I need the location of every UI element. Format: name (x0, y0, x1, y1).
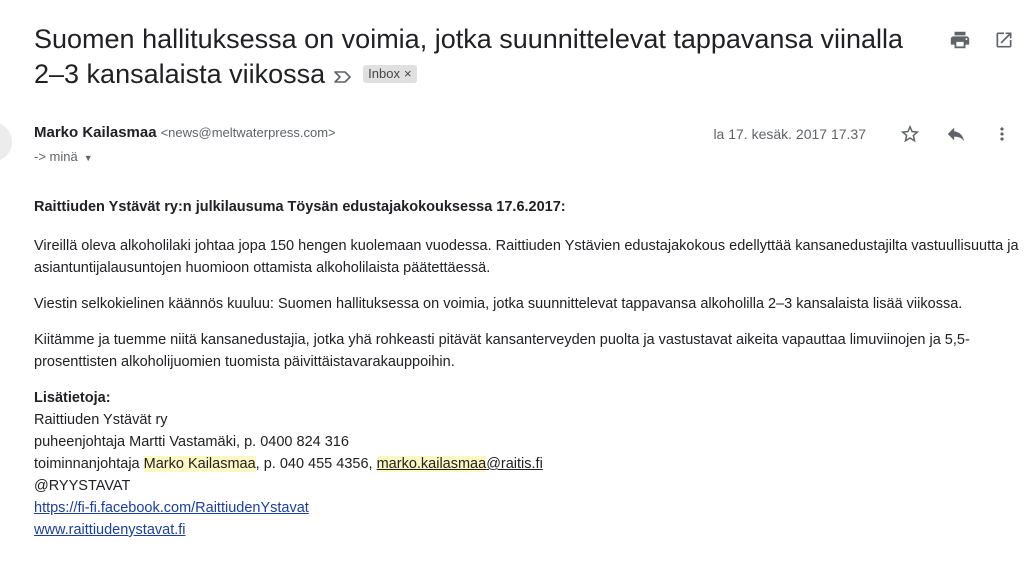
director-phone: , p. 040 455 4356, (255, 456, 377, 472)
recipient-line[interactable] (34, 149, 93, 164)
contact-org: Raittiuden Ystävät ry (34, 412, 168, 428)
body-paragraph-1: Vireillä oleva alkoholilaki johtaa jopa 150 hengen kuolemaan vuodessa. Raittiuden Ystävien edustajakokous edellyttää kansanedustajilta vastuullisuutta ja asiantuntijalausuntojen huomioon ottamista alkoholilaista päätettäessä. (34, 238, 1019, 276)
statement-heading: Raittiuden Ystävät ry:n julkilausuma Töysän edustajakokouksessa 17.6.2017: (34, 199, 566, 215)
importance-marker-icon[interactable] (333, 58, 353, 93)
website-link[interactable]: www.raittiudenystavat.fi (34, 522, 186, 538)
contact-block (34, 387, 1019, 541)
print-icon[interactable] (948, 28, 972, 52)
sender-line (34, 124, 336, 141)
director-title: toiminnanjohtaja (34, 456, 144, 472)
body-paragraph-3: Kiitämme ja tuemme niitä kansanedustajia, jotka yhä rohkeasti pitävät kansanterveyden puolta ja vastustavat aikeita vapauttaa limuviinojen ja 5,5-prosenttisten alkoholijuomien tuomista päivittäistavarakauppoihin. (34, 332, 970, 370)
director-email-domain: @raitis.fi (486, 456, 543, 472)
more-vert-icon[interactable] (990, 122, 1014, 146)
email-subject (34, 22, 924, 93)
director-email-link[interactable] (377, 456, 543, 472)
recipient-text: -> minä (34, 149, 78, 164)
sender-email: <news@meltwaterpress.com> (160, 125, 336, 140)
open-in-new-window-icon[interactable] (992, 28, 1016, 52)
recipient-details-dropdown-icon[interactable]: ▼ (83, 152, 93, 163)
inbox-label-chip[interactable] (363, 65, 416, 83)
sender-name[interactable]: Marko Kailasmaa (34, 124, 157, 141)
star-icon[interactable] (898, 122, 922, 146)
sender-avatar (0, 122, 12, 162)
twitter-handle: @RYYSTAVAT (34, 478, 131, 494)
subject-title: Suomen hallituksessa on voimia, jotka suunnittelevat tappavansa viinalla 2–3 kansalaista viikossa (34, 24, 904, 89)
body-paragraph-2: Viestin selkokielinen käännös kuuluu: Suomen hallituksessa on voimia, jotka suunnittelevat tappavansa alkoholilla 2–3 kansalaista lisää viikossa. (34, 296, 963, 312)
contact-director (34, 453, 1019, 475)
contact-chair: puheenjohtaja Martti Vastamäki, p. 0400 824 316 (34, 434, 349, 450)
message-body (34, 196, 1019, 541)
remove-label-icon[interactable]: × (403, 65, 412, 81)
message-toolbar (948, 28, 1016, 52)
director-name: Marko Kailasmaa (143, 456, 256, 472)
message-meta (713, 122, 1014, 146)
reply-icon[interactable] (944, 122, 968, 146)
inbox-label-text: Inbox (368, 65, 400, 81)
director-email-user: marko.kailasmaa (376, 456, 487, 472)
message-date: la 17. kesäk. 2017 17.37 (713, 126, 866, 142)
contact-label: Lisätietoja: (34, 390, 111, 406)
facebook-link[interactable]: https://fi-fi.facebook.com/RaittiudenYstavat (34, 500, 309, 516)
